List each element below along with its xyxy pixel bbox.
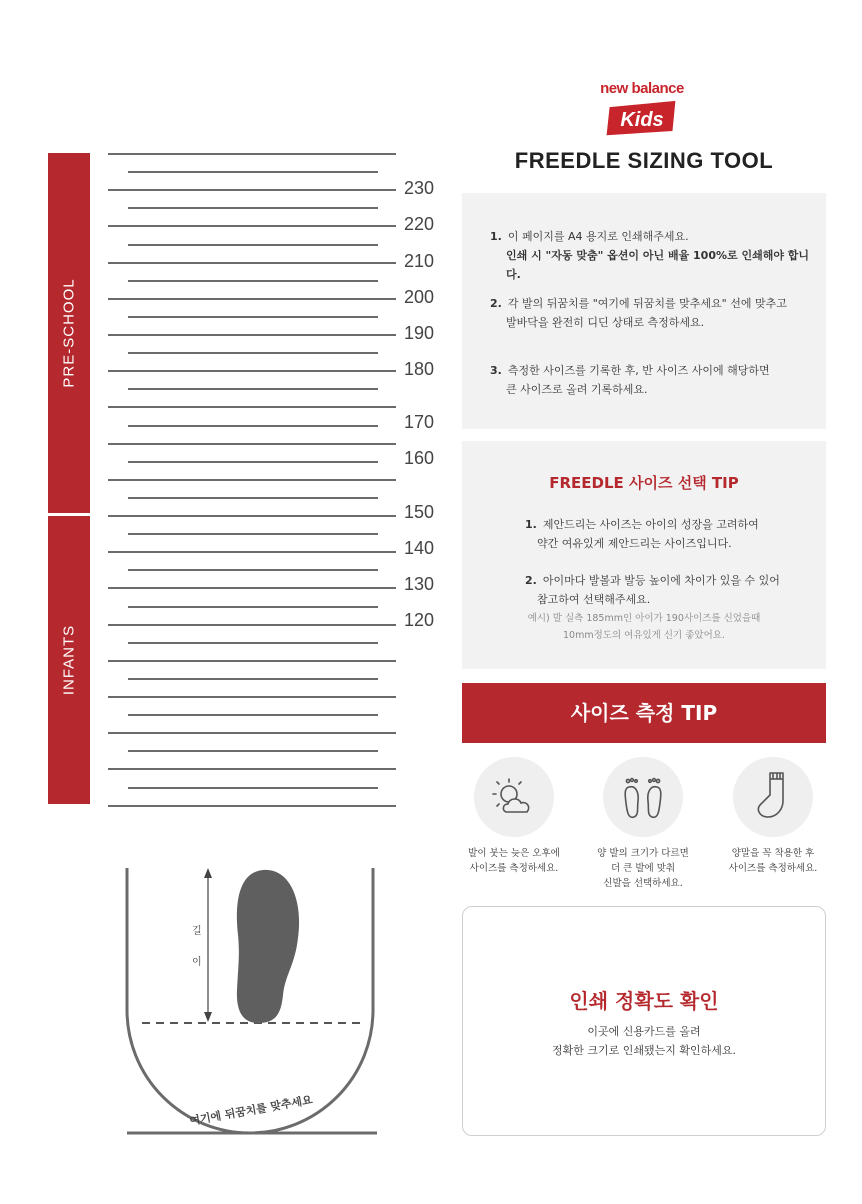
size-label: 150	[404, 502, 435, 522]
measure-tip-caption	[708, 846, 838, 876]
ruler-line	[108, 298, 396, 300]
size-label: 130	[404, 574, 435, 594]
ruler-line	[108, 153, 396, 155]
ruler-line	[128, 207, 378, 209]
tip-example-line: 예시) 발 실측 185mm인 아이가 190사이즈를 신었을때	[527, 613, 761, 624]
measure-tip-banner: 사이즈 측정 TIP	[462, 683, 826, 743]
ruler-line	[128, 569, 378, 571]
print-check-line: 정확한 크기로 인쇄됐는지 확인하세요.	[551, 1044, 736, 1057]
ruler-line	[108, 443, 396, 445]
step-number: 1.	[490, 230, 502, 243]
ruler-line	[108, 624, 396, 626]
caption-line: 사이즈를 측정하세요.	[469, 863, 559, 874]
tip-line: 아이마다 발볼과 발등 높이에 차이가 있을 수 있어	[542, 574, 780, 587]
step-line: 인쇄 시 "자동 맞춤" 옵션이 아닌 배율 100%로 인쇄해야 합니다.	[506, 249, 810, 281]
ruler-line	[128, 714, 378, 716]
footprint-icon	[237, 870, 299, 1023]
ruler-line	[128, 171, 378, 173]
ruler-line	[108, 587, 396, 589]
ruler-line	[108, 696, 396, 698]
ruler-line	[128, 642, 378, 644]
size-label: 120	[404, 610, 435, 630]
ruler-line	[108, 334, 396, 336]
freedle-tip-title: FREEDLE 사이즈 선택 TIP	[549, 474, 739, 492]
svg-text:Kids: Kids	[620, 109, 664, 131]
ruler-line	[108, 732, 396, 734]
freedle-tip-item	[525, 515, 820, 553]
size-label: 190	[404, 323, 435, 343]
print-check-line: 이곳에 신용카드를 올려	[587, 1025, 701, 1038]
size-label: 210	[404, 251, 435, 271]
tip-number: 1.	[525, 518, 537, 531]
ruler-line	[128, 425, 378, 427]
infants-category-bar	[48, 516, 90, 804]
ruler-line	[108, 660, 396, 662]
ruler-line	[108, 768, 396, 770]
ruler-line	[128, 316, 378, 318]
ruler-line	[128, 280, 378, 282]
size-label: 230	[404, 178, 435, 198]
tip-example-line: 10mm정도의 여유있게 신기 좋았어요.	[563, 630, 725, 641]
size-label: 170	[404, 412, 435, 432]
sun-cloud-icon	[474, 757, 554, 837]
tip-number: 2.	[525, 574, 537, 587]
print-check-title: 인쇄 정확도 확인	[569, 989, 719, 1013]
pre-school-category-bar	[48, 153, 90, 513]
measure-tip-caption	[578, 846, 708, 891]
measure-tip-caption	[449, 846, 579, 876]
ruler-line	[108, 479, 396, 481]
caption-line: 신발을 선택하세요.	[603, 878, 683, 889]
heel-align-label: 여기에 뒤꿈치를 맞추세요	[188, 1093, 314, 1128]
ruler-line	[128, 787, 378, 789]
brand-logo-text: new balance	[600, 80, 684, 97]
pre-school-label: PRE-SCHOOL	[60, 278, 78, 388]
tip-line: 제안드리는 사이즈는 아이의 성장을 고려하여	[542, 518, 759, 531]
ruler-line	[128, 606, 378, 608]
ruler-line	[108, 551, 396, 553]
ruler-line	[108, 515, 396, 517]
ruler-line	[108, 805, 396, 807]
sock-icon	[733, 757, 813, 837]
tip-line: 약간 여유있게 제안드리는 사이즈입니다.	[537, 537, 732, 550]
caption-line: 양말을 꼭 착용한 후	[731, 848, 815, 859]
size-label: 180	[404, 359, 435, 379]
step-number: 2.	[490, 297, 502, 310]
kids-logo	[604, 100, 680, 136]
credit-card-check-box	[462, 906, 826, 1136]
caption-line: 발이 붓는 늦은 오후에	[468, 848, 560, 859]
step-line: 발바닥을 완전히 디딘 상태로 측정하세요.	[506, 316, 705, 329]
arrow-head-bottom	[204, 1012, 212, 1022]
instruction-step	[490, 361, 820, 399]
ruler-line	[108, 262, 396, 264]
feet-icon	[603, 757, 683, 837]
caption-line: 사이즈를 측정하세요.	[728, 863, 818, 874]
ruler-line	[128, 750, 378, 752]
ruler-line	[128, 461, 378, 463]
length-label-2: 이	[192, 957, 202, 968]
step-line: 큰 사이즈로 올려 기록하세요.	[506, 383, 648, 396]
freedle-tip-item	[525, 571, 820, 609]
step-line: 측정한 사이즈를 기록한 후, 반 사이즈 사이에 해당하면	[507, 364, 770, 377]
ruler-line	[128, 352, 378, 354]
size-label: 160	[404, 448, 435, 468]
ruler-line	[128, 678, 378, 680]
ruler-line	[108, 225, 396, 227]
page-title: FREEDLE SIZING TOOL	[514, 148, 774, 173]
instruction-step	[490, 294, 820, 332]
arrow-head-top	[204, 868, 212, 878]
ruler-line	[108, 406, 396, 408]
ruler-line	[128, 244, 378, 246]
size-label: 200	[404, 287, 435, 307]
length-label-1: 길	[192, 926, 202, 937]
ruler-line	[128, 497, 378, 499]
infants-label: INFANTS	[60, 624, 78, 696]
ruler-line	[128, 533, 378, 535]
caption-line: 양 발의 크기가 다르면	[597, 848, 689, 859]
size-label: 140	[404, 538, 435, 558]
ruler-line	[108, 370, 396, 372]
step-line: 이 페이지를 A4 용지로 인쇄해주세요.	[507, 230, 689, 243]
instruction-step	[490, 227, 820, 284]
caption-line: 더 큰 발에 맞춰	[610, 863, 676, 874]
print-check-text	[462, 1022, 826, 1060]
tip-line: 참고하여 선택해주세요.	[537, 593, 651, 606]
size-label: 220	[404, 214, 435, 234]
ruler-line	[108, 189, 396, 191]
step-number: 3.	[490, 364, 502, 377]
step-line: 각 발의 뒤꿈치를 "여기에 뒤꿈치를 맞추세요" 선에 맞추고	[507, 297, 787, 310]
ruler-line	[128, 388, 378, 390]
